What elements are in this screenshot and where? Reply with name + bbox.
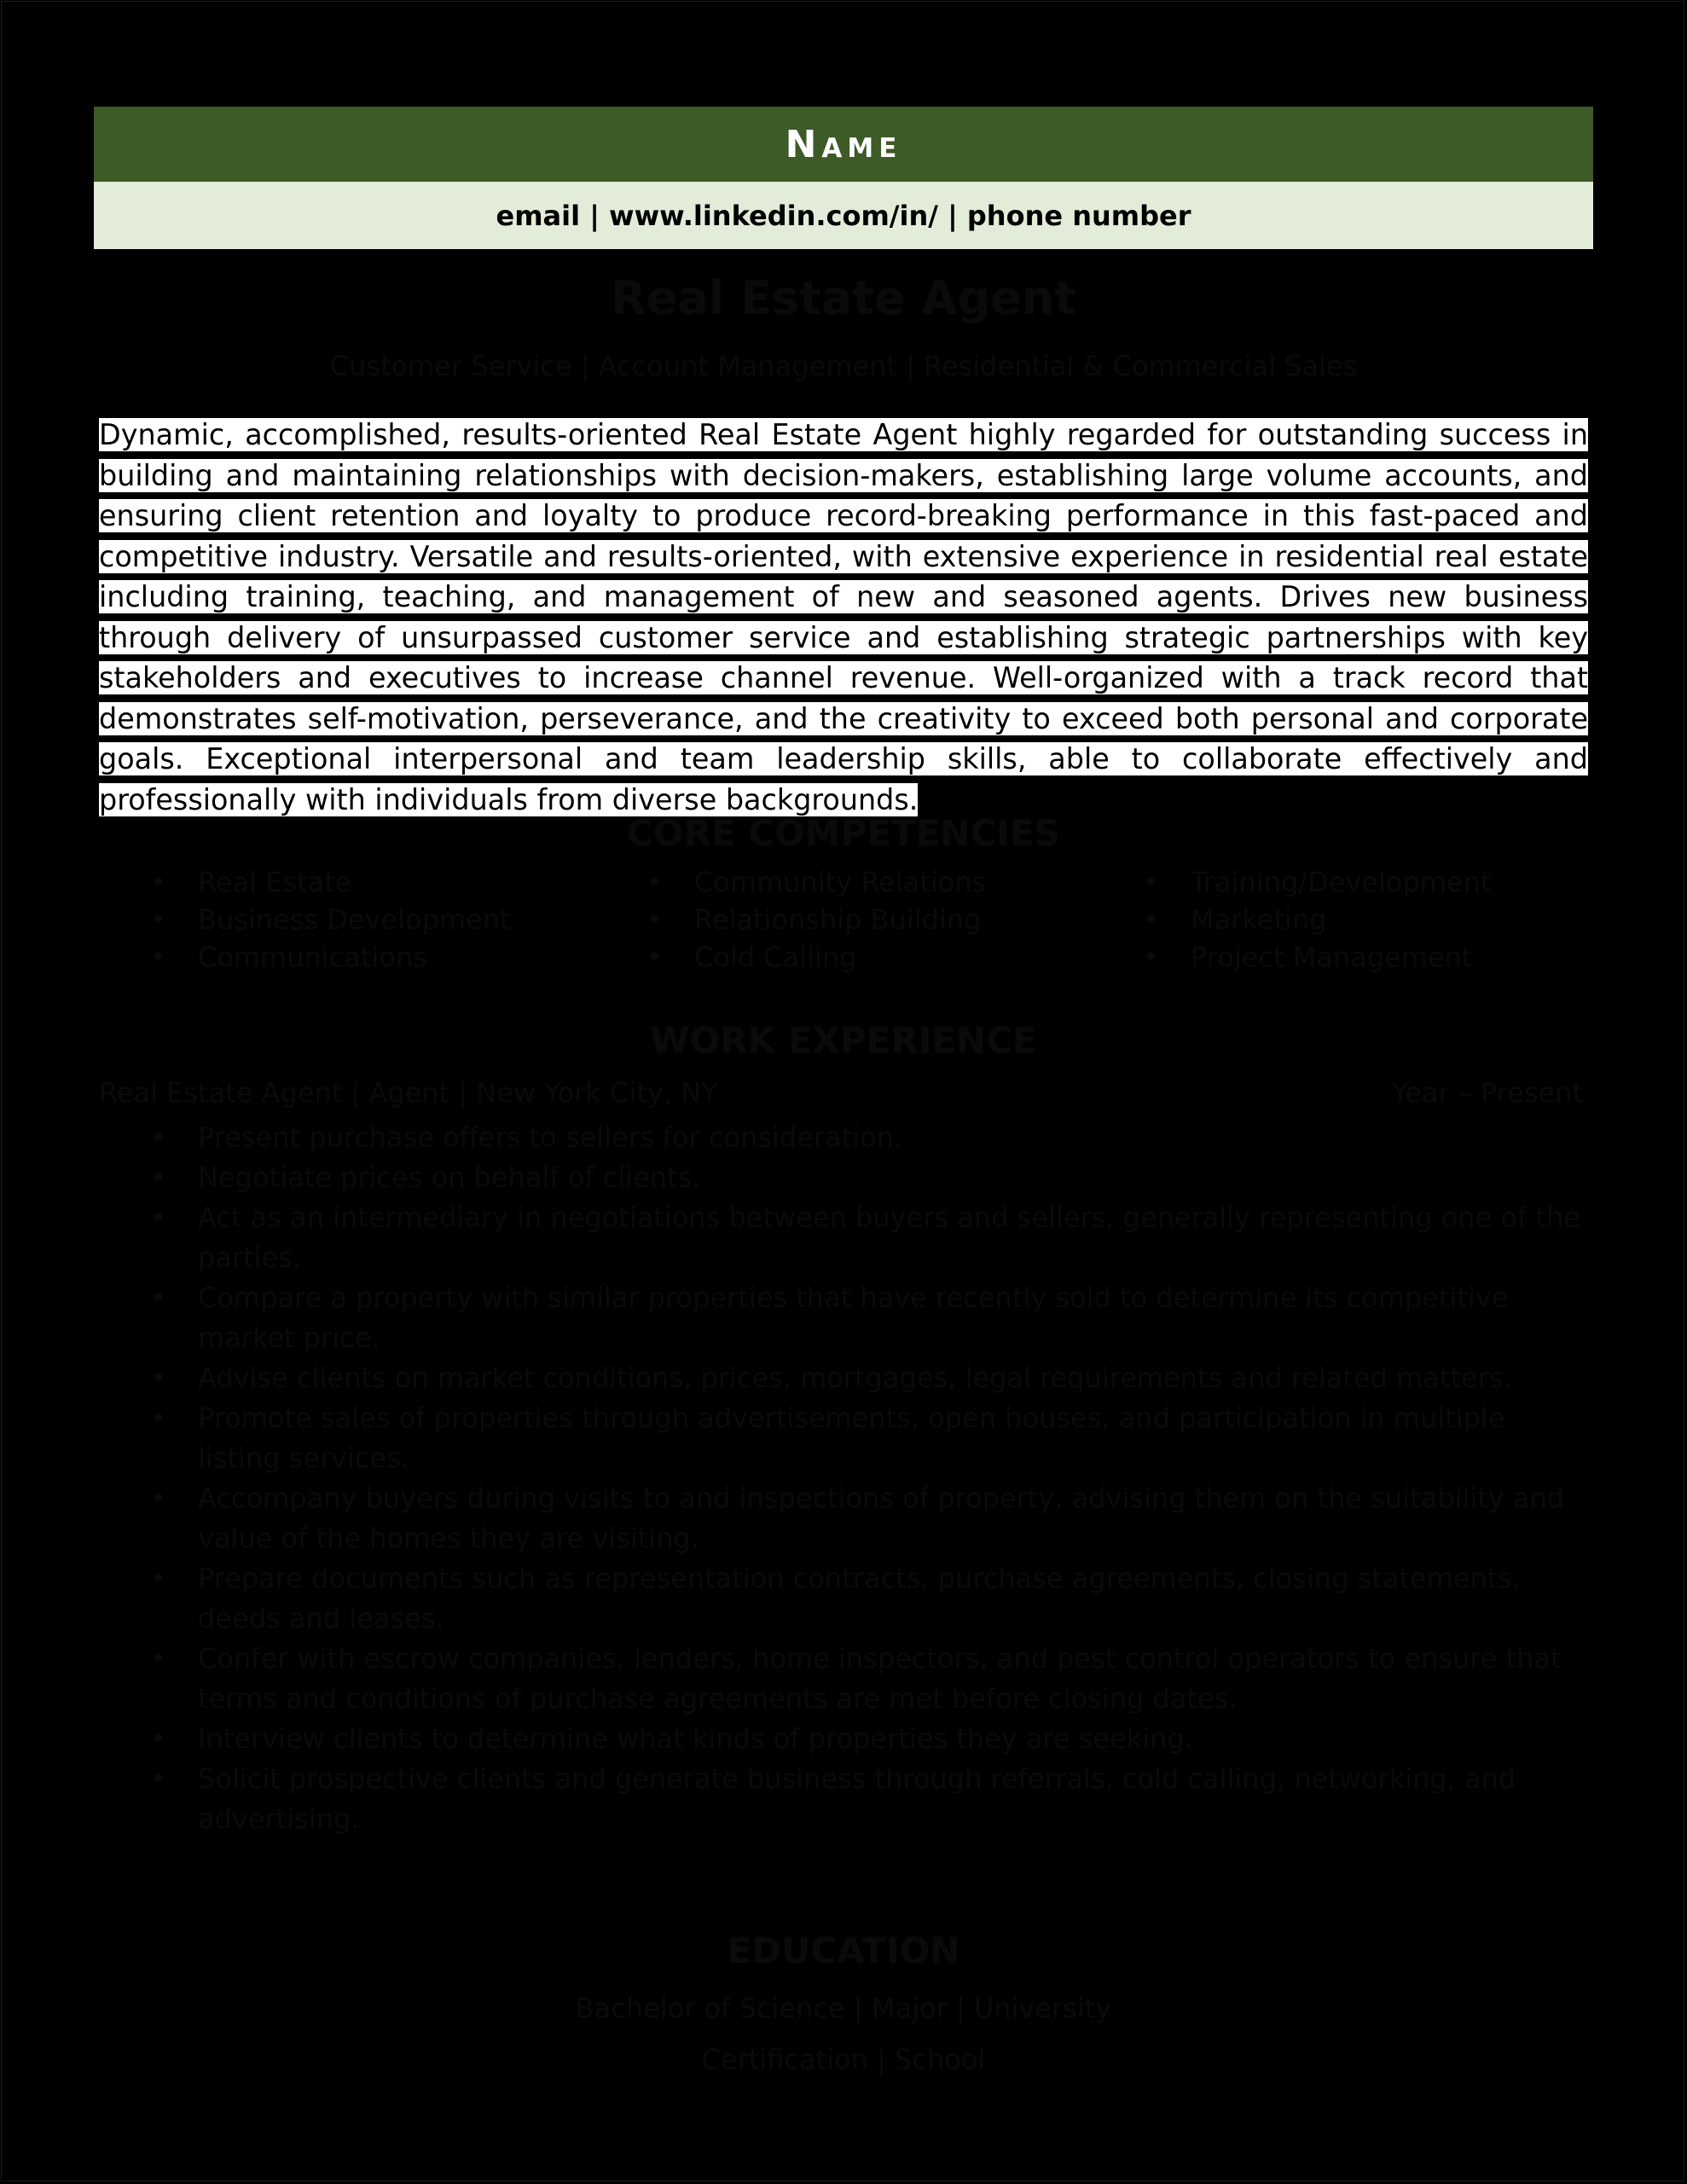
competencies-grid [150,866,1593,973]
bullet-icon: • [150,1482,166,1514]
bullet-icon: • [150,941,166,973]
experience-bullet: • Advise clients on market conditions, prices, mortgages, legal requirements and related matters. [150,1358,1588,1398]
bullet-icon: • [150,1642,166,1675]
bullet-icon: • [150,1562,166,1594]
bullet-icon: • [1143,866,1159,898]
bullet-icon: • [150,903,166,936]
bullet-icon: • [646,903,663,936]
name-banner [94,107,1593,182]
contact-banner [94,182,1593,249]
experience-bullet: • Promote sales of properties through advertisements, open houses, and participation in multiple listing services. [150,1398,1588,1478]
job-subtitle: Customer Service | Account Management | Residential & Commercial Sales [329,350,1358,382]
bullet-icon: • [646,866,663,898]
competencies-heading: CORE COMPETENCIES [627,812,1060,854]
bullet-icon: • [150,1161,166,1194]
experience-bullet: • Act as an intermediary in negotiations between buyers and sellers, generally representing one of the parties. [150,1198,1588,1278]
competency-item: • Community Relations [646,866,987,898]
competency-item: • Marketing [1143,903,1327,936]
bullet-icon: • [150,1201,166,1234]
job-title: Real Estate Agent [611,271,1076,325]
competency-item: • Business Development [150,903,511,936]
competency-item: • Cold Calling [646,941,857,973]
experience-bullet: • Solicit prospective clients and generate business through referrals, cold calling, networking, and advertising. [150,1759,1588,1839]
experience-bullet: • Interview clients to determine what kinds of properties they are seeking. [150,1719,1588,1759]
bullet-icon: • [150,1121,166,1153]
bullet-icon: • [646,941,663,973]
education-certification: Certification | School [701,2043,986,2076]
bullet-icon: • [150,1722,166,1755]
competency-item: • Real Estate [150,866,352,898]
experience-dates: Year – Present [1391,1077,1583,1109]
experience-bullet: • Negotiate prices on behalf of clients. [150,1158,1588,1198]
experience-bullet: • Compare a property with similar properties that have recently sold to determine its competitive market price. [150,1278,1588,1358]
competency-item: • Training/Development [1143,866,1492,898]
education-heading: EDUCATION [727,1930,960,1972]
contact-line: email | www.linkedin.com/in/ | phone number [496,199,1191,232]
bullet-icon: • [150,866,166,898]
bullet-icon: • [1143,941,1159,973]
bullet-icon: • [150,1763,166,1795]
competency-item: • Relationship Building [646,903,982,936]
experience-bullet: • Confer with escrow companies, lenders, home inspectors, and pest control operators to ensure that terms and conditions of purchase agreements are met before closing dates. [150,1639,1588,1719]
candidate-name: Name [785,122,902,166]
experience-role-row [99,1077,1583,1109]
experience-bullet: • Prepare documents such as representation contracts, purchase agreements, closing statements, deeds and leases. [150,1559,1588,1639]
bullet-icon: • [150,1402,166,1434]
experience-heading: WORK EXPERIENCE [650,1019,1037,1061]
experience-bullet: • Present purchase offers to sellers for consideration. [150,1118,1588,1158]
experience-bullet: • Accompany buyers during visits to and inspections of property, advising them on the suitability and value of the homes they are visiting. [150,1478,1588,1559]
experience-bullets [150,1118,1588,1839]
bullet-icon: • [150,1281,166,1314]
experience-role: Real Estate Agent | Agent | New York City, NY [99,1077,718,1109]
education-degree: Bachelor of Science | Major | University [575,1992,1112,2024]
professional-summary [99,415,1588,820]
summary-text: Dynamic, accomplished, results-oriented Real Estate Agent highly regarded for outstanding success in building and maintaining relationships with decision-makers, establishing large volume accounts, and ensuring client retention and loyalty to produce record-breaking performance in this fast-paced and competitive industry. Versatile and results-oriented, with extensive experience in residential real estate including training, teaching, and management of new and seasoned agents. Drives new business through delivery of unsurpassed customer service and establishing strategic partnerships with key stakeholders and executives to increase channel revenue. Well-organized with a track record that demonstrates self-motivation, perseverance, and the creativity to exceed both personal and corporate goals. Exceptional interpersonal and team leadership skills, able to collaborate effectively and professionally with individuals from diverse backgrounds. [99,418,1588,816]
bullet-icon: • [150,1362,166,1394]
competency-item: • Communications [150,941,427,973]
bullet-icon: • [1143,903,1159,936]
competency-item: • Project Management [1143,941,1473,973]
